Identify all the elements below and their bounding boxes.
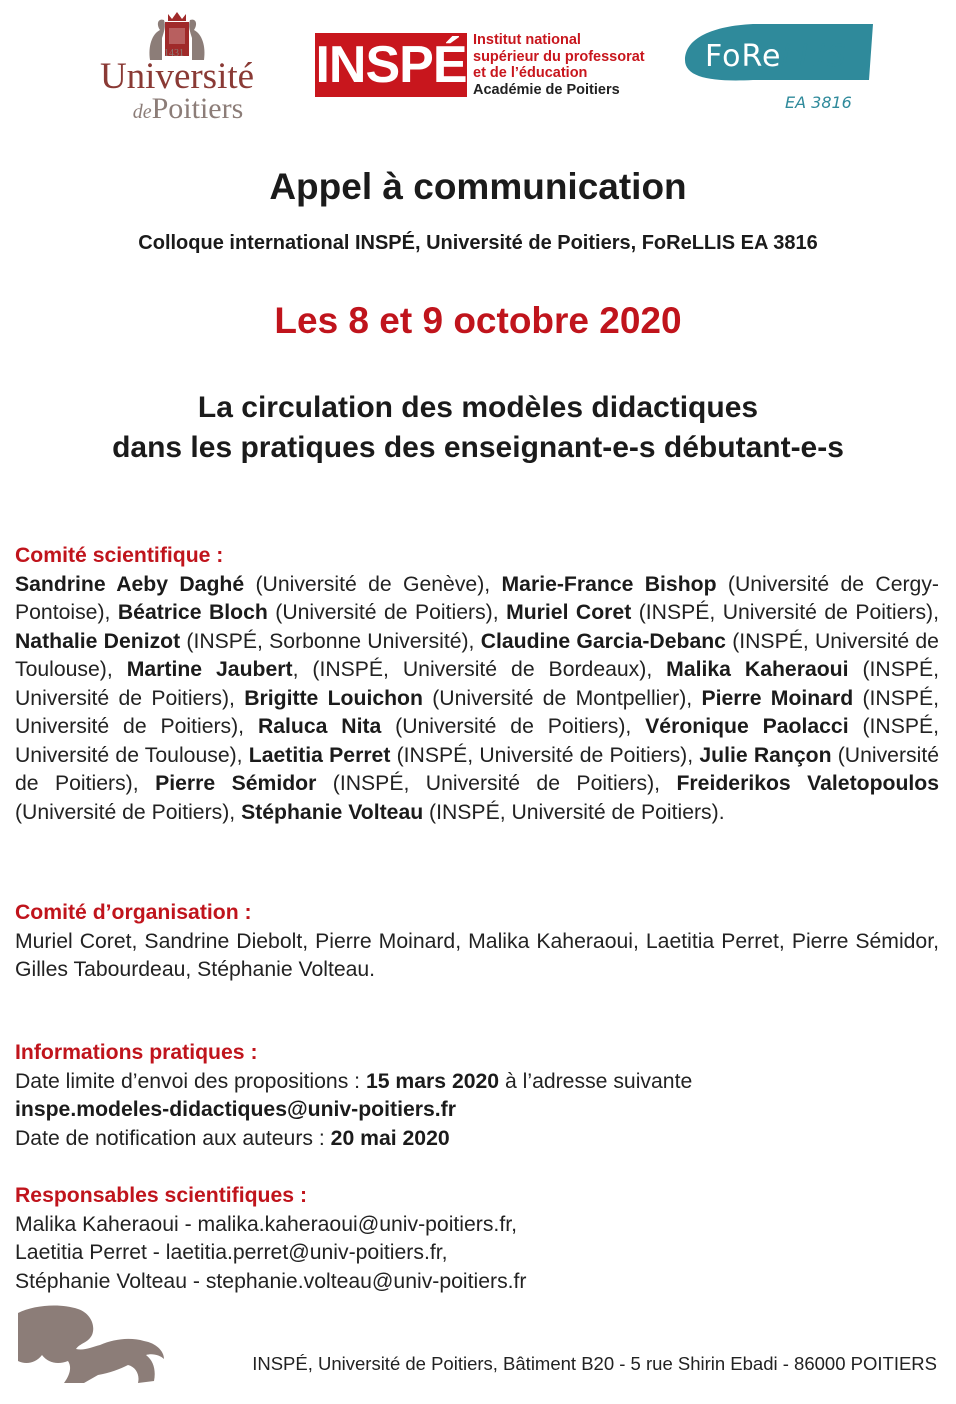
- scientific-leads-title: Responsables scientifiques :: [15, 1184, 308, 1207]
- forellis-logo: [683, 20, 873, 116]
- committee-member-name: Pierre Moinard: [701, 686, 854, 710]
- committee-member-name: Béatrice Bloch: [117, 601, 268, 624]
- committee-member-affiliation: (Université de Poitiers),: [15, 743, 939, 795]
- committee-member: [241, 801, 725, 824]
- colloque-subtitle: Colloque international INSPÉ, Université de Poitiers, FoReLLIS EA 3816: [138, 232, 818, 254]
- committee-member-name: Muriel Coret: [506, 601, 632, 624]
- practical-info: [15, 1039, 939, 1153]
- committee-member-affiliation: (INSPÉ, Université de Poitiers).: [423, 800, 725, 824]
- page-title: Appel à communication: [269, 166, 687, 207]
- committee-member: [127, 658, 666, 681]
- committee-member-name: Raluca Nita: [257, 715, 382, 738]
- scientific-committee-title: Comité scientifique :: [15, 544, 224, 567]
- committee-member-affiliation: (INSPÉ, Université de Poitiers),: [15, 686, 940, 738]
- committee-member-name: Laetitia Perret: [248, 743, 391, 767]
- organizing-committee-members: Muriel Coret, Sandrine Diebolt, Pierre Moinard, Malika Kaheraoui, Laetitia Perret, Pierre Sémidor, Gilles Tabourdeau, Stéphanie Volteau.: [15, 929, 939, 981]
- committee-member: [258, 715, 645, 738]
- committee-member-affiliation: (INSPÉ, Université de Poitiers),: [15, 658, 939, 710]
- event-theme: La circulation des modèles didactiques dans les pratiques des enseignant-e-s débutant-e-s: [112, 391, 844, 464]
- committee-member: [118, 601, 506, 624]
- committee-member-name: Nathalie Denizot: [15, 629, 181, 653]
- committee-member-affiliation: (Université de Poitiers),: [15, 800, 242, 824]
- scientific-committee: [15, 542, 939, 827]
- committee-member: [155, 772, 676, 795]
- university-logo: [82, 10, 272, 125]
- committee-member-name: Malika Kaheraoui: [666, 658, 849, 681]
- committee-member-affiliation: (Université de Genève),: [244, 572, 502, 596]
- committee-member-name: Sandrine Aeby Daghé: [15, 572, 245, 596]
- committee-member-affiliation: , (INSPÉ, Université de Bordeaux),: [292, 658, 667, 681]
- university-name: Université: [99, 56, 255, 97]
- deadline-date: 15 mars 2020: [365, 1069, 500, 1093]
- committee-member-name: Stéphanie Volteau: [241, 800, 424, 824]
- committee-member-affiliation: (Université de Montpellier),: [422, 686, 702, 710]
- organizing-committee-title: Comité d’organisation :: [15, 901, 252, 924]
- forellis-sub: EA 3816: [785, 93, 852, 112]
- committee-member: [506, 601, 939, 624]
- committee-member-name: Brigitte Louichon: [244, 686, 423, 710]
- committee-member-name: Julie Rançon: [699, 743, 832, 767]
- committee-member: [15, 573, 502, 596]
- practical-info-title: Informations pratiques :: [15, 1041, 258, 1064]
- deadline-line: Date limite d’envoi des propositions : 15 mars 2020 à l’adresse suivante: [15, 1069, 693, 1093]
- committee-member-name: Marie-France Bishop: [501, 572, 717, 596]
- committee-member: [15, 630, 481, 653]
- committee-member: [244, 687, 701, 710]
- contact-email[interactable]: inspe.modeles-didactiques@univ-poitiers.fr: [15, 1098, 456, 1121]
- notification-line: Date de notification aux auteurs : 20 mai 2020: [15, 1126, 450, 1150]
- inspe-wordmark: INSPÉ: [315, 33, 467, 97]
- committee-member-name: Freiderikos Valetopoulos: [676, 772, 940, 795]
- committee-member-name: Pierre Sémidor: [155, 772, 317, 795]
- committee-member-affiliation: (INSPÉ, Université de Toulouse),: [15, 715, 939, 767]
- committee-member-affiliation: (INSPÉ, Université de Poitiers),: [631, 601, 939, 624]
- university-city: dePoitiers: [132, 92, 244, 125]
- committee-member-name: Véronique Paolacci: [645, 715, 849, 738]
- committee-member-affiliation: (INSPÉ, Université de Poitiers),: [316, 772, 677, 795]
- committee-member-name: Claudine Garcia-Debanc: [480, 629, 726, 653]
- footer-address: INSPÉ, Université de Poitiers, Bâtiment B20 - 5 rue Shirin Ebadi - 86000 POITIERS: [252, 1353, 937, 1374]
- committee-member-affiliation: (Université de Cergy-Pontoise),: [15, 572, 939, 624]
- lead-kaheraoui[interactable]: Malika Kaheraoui - malika.kaheraoui@univ-poitiers.fr,: [15, 1212, 517, 1236]
- organizing-committee: [15, 899, 939, 985]
- inspe-tagline: Institut national supérieur du professorat et de l’éducation Académie de Poitiers: [473, 32, 645, 98]
- committee-member-affiliation: (Université de Poitiers),: [267, 601, 507, 624]
- lead-perret[interactable]: Laetitia Perret - laetitia.perret@univ-poitiers.fr,: [15, 1241, 448, 1264]
- committee-member-affiliation: (INSPÉ, Sorbonne Université),: [180, 629, 481, 653]
- university-year: 1431: [164, 48, 184, 59]
- lead-volteau[interactable]: Stéphanie Volteau - stephanie.volteau@univ-poitiers.fr: [15, 1269, 527, 1293]
- committee-member-affiliation: (Université de Poitiers),: [381, 715, 646, 738]
- scientific-leads: [15, 1182, 939, 1296]
- committee-member: [249, 744, 700, 767]
- notification-date: 20 mai 2020: [330, 1126, 450, 1150]
- forellis-name: FoReLLIS: [705, 39, 847, 74]
- committee-member-affiliation: (INSPÉ, Université de Toulouse),: [15, 629, 939, 681]
- committee-member-affiliation: (INSPÉ, Université de Poitiers),: [390, 743, 700, 767]
- lion-emblem-icon: [14, 1303, 166, 1385]
- event-dates: Les 8 et 9 octobre 2020: [274, 300, 682, 341]
- committee-member-name: Martine Jaubert: [126, 658, 293, 681]
- inspe-logo: [315, 33, 665, 97]
- committee-list: [15, 573, 939, 824]
